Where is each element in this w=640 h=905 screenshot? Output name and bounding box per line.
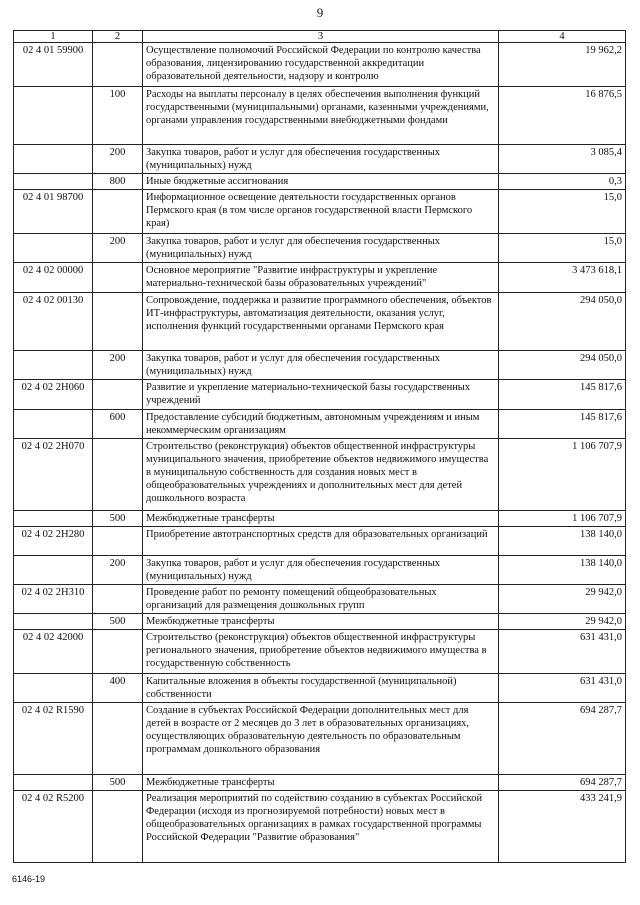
row-code (14, 234, 93, 263)
row-amount: 631 431,0 (499, 674, 626, 703)
row-description: Проведение работ по ремонту помещений общеобразовательных организаций для размещения дошкольных групп (143, 585, 499, 614)
table-row (14, 511, 626, 527)
row-description: Реализация мероприятий по содействию созданию в субъектах Российской Федерации (исходя из прогнозируемой потребности) новых мест в общеобразовательных организациях в рамках государственной программы Российской Федерации "Развитие образования" (143, 791, 499, 863)
row-description: Предоставление субсидий бюджетным, автономным учреждениям и иным некоммерческим организациям (143, 410, 499, 439)
row-code (14, 556, 93, 585)
row-amount: 694 287,7 (499, 775, 626, 791)
table-row (14, 351, 626, 380)
row-expense-type: 100 (93, 87, 143, 145)
row-code (14, 511, 93, 527)
row-expense-type (93, 263, 143, 293)
row-expense-type (93, 585, 143, 614)
row-code (14, 174, 93, 190)
row-description: Строительство (реконструкция) объектов общественной инфраструктуры регионального значения, приобретение объектов недвижимого имущества в государственную собственность (143, 630, 499, 674)
row-amount: 19 962,2 (499, 43, 626, 87)
header-col-4: 4 (499, 31, 626, 43)
row-description: Развитие и укрепление материально-технической базы государственных учреждений (143, 380, 499, 410)
row-amount: 29 942,0 (499, 614, 626, 630)
row-amount: 1 106 707,9 (499, 439, 626, 511)
row-code (14, 351, 93, 380)
row-description: Межбюджетные трансферты (143, 511, 499, 527)
row-expense-type: 500 (93, 614, 143, 630)
table-row (14, 87, 626, 145)
row-code (14, 775, 93, 791)
row-expense-type: 200 (93, 556, 143, 585)
row-code: 02 4 02 2Н070 (14, 439, 93, 511)
table-row (14, 791, 626, 863)
row-code: 02 4 01 98700 (14, 190, 93, 234)
row-code (14, 614, 93, 630)
budget-table (13, 30, 626, 863)
row-expense-type: 600 (93, 410, 143, 439)
row-code: 02 4 02 R5200 (14, 791, 93, 863)
row-description: Иные бюджетные ассигнования (143, 174, 499, 190)
table-row (14, 145, 626, 174)
row-description: Закупка товаров, работ и услуг для обеспечения государственных (муниципальных) нужд (143, 234, 499, 263)
row-description: Приобретение автотранспортных средств для образовательных организаций (143, 527, 499, 556)
row-amount: 631 431,0 (499, 630, 626, 674)
row-expense-type: 500 (93, 511, 143, 527)
table-row (14, 439, 626, 511)
row-amount: 3 085,4 (499, 145, 626, 174)
row-expense-type: 200 (93, 351, 143, 380)
row-amount: 29 942,0 (499, 585, 626, 614)
table-row (14, 43, 626, 87)
row-description: Осуществление полномочий Российской Федерации по контролю качества образования, лицензированию государственной аккредитации образовательной деятельности, надзору и контролю (143, 43, 499, 87)
table-row (14, 775, 626, 791)
row-description: Расходы на выплаты персоналу в целях обеспечения выполнения функций государственными (муниципальными) органами, казенными учреждениями, органами управления государственными внебюджетными фондами (143, 87, 499, 145)
document-code: 6146-19 (12, 874, 46, 884)
table-row (14, 293, 626, 351)
table-row (14, 380, 626, 410)
row-code: 02 4 02 42000 (14, 630, 93, 674)
table-row (14, 674, 626, 703)
row-code: 02 4 02 R1590 (14, 703, 93, 775)
row-code: 02 4 01 59900 (14, 43, 93, 87)
row-expense-type: 200 (93, 234, 143, 263)
row-code (14, 674, 93, 703)
row-description: Межбюджетные трансферты (143, 614, 499, 630)
row-expense-type (93, 439, 143, 511)
row-amount: 138 140,0 (499, 556, 626, 585)
row-description: Строительство (реконструкция) объектов общественной инфраструктуры муниципального значения, приобретение объектов недвижимого имущества в муниципальную собственность для создания новых мест в общеобразовательных учреждениях и дополнительных мест для детей дошкольного возраста (143, 439, 499, 511)
row-code (14, 410, 93, 439)
table-row (14, 630, 626, 674)
header-col-2: 2 (93, 31, 143, 43)
table-row (14, 174, 626, 190)
table-row (14, 703, 626, 775)
row-expense-type (93, 527, 143, 556)
page-number: 9 (316, 5, 324, 20)
table-row (14, 585, 626, 614)
row-amount: 145 817,6 (499, 380, 626, 410)
row-amount: 145 817,6 (499, 410, 626, 439)
table-row (14, 190, 626, 234)
row-expense-type: 200 (93, 145, 143, 174)
row-code: 02 4 02 00130 (14, 293, 93, 351)
table-row (14, 263, 626, 293)
row-amount: 15,0 (499, 234, 626, 263)
row-amount: 138 140,0 (499, 527, 626, 556)
table-row (14, 410, 626, 439)
row-description: Капитальные вложения в объекты государственной (муниципальной) собственности (143, 674, 499, 703)
row-code: 02 4 02 2Н060 (14, 380, 93, 410)
row-code: 02 4 02 00000 (14, 263, 93, 293)
row-amount: 1 106 707,9 (499, 511, 626, 527)
table-row (14, 556, 626, 585)
table-row (14, 234, 626, 263)
row-amount: 694 287,7 (499, 703, 626, 775)
row-code (14, 145, 93, 174)
table-row (14, 527, 626, 556)
row-amount: 16 876,5 (499, 87, 626, 145)
row-description: Создание в субъектах Российской Федерации дополнительных мест для детей в возрасте от 2 месяцев до 3 лет в образовательных организациях, осуществляющих образовательную деятельность по образовательным программам дошкольного образования (143, 703, 499, 775)
row-amount: 0,3 (499, 174, 626, 190)
row-expense-type (93, 703, 143, 775)
row-description: Межбюджетные трансферты (143, 775, 499, 791)
row-expense-type: 800 (93, 174, 143, 190)
row-description: Закупка товаров, работ и услуг для обеспечения государственных (муниципальных) нужд (143, 145, 499, 174)
row-description: Сопровождение, поддержка и развитие программного обеспечения, объектов ИТ-инфраструктуры, автоматизация деятельности, оказания услуг, исполнения функций государственными органами Пермского края (143, 293, 499, 351)
header-col-1: 1 (14, 31, 93, 43)
table-row (14, 614, 626, 630)
row-amount: 15,0 (499, 190, 626, 234)
row-amount: 294 050,0 (499, 351, 626, 380)
row-description: Информационное освещение деятельности государственных органов Пермского края (в том числе органов государственной власти Пермского края) (143, 190, 499, 234)
row-expense-type (93, 630, 143, 674)
row-expense-type (93, 43, 143, 87)
row-description: Закупка товаров, работ и услуг для обеспечения государственных (муниципальных) нужд (143, 351, 499, 380)
row-amount: 294 050,0 (499, 293, 626, 351)
row-description: Основное мероприятие "Развитие инфраструктуры и укрепление материально-технической базы образовательных учреждений" (143, 263, 499, 293)
row-code (14, 87, 93, 145)
row-expense-type (93, 293, 143, 351)
row-expense-type: 400 (93, 674, 143, 703)
row-expense-type (93, 791, 143, 863)
row-expense-type (93, 380, 143, 410)
row-code: 02 4 02 2Н280 (14, 527, 93, 556)
header-col-3: 3 (143, 31, 499, 43)
row-amount: 3 473 618,1 (499, 263, 626, 293)
header-row (14, 31, 626, 43)
row-expense-type (93, 190, 143, 234)
row-description: Закупка товаров, работ и услуг для обеспечения государственных (муниципальных) нужд (143, 556, 499, 585)
row-amount: 433 241,9 (499, 791, 626, 863)
row-expense-type: 500 (93, 775, 143, 791)
row-code: 02 4 02 2Н310 (14, 585, 93, 614)
